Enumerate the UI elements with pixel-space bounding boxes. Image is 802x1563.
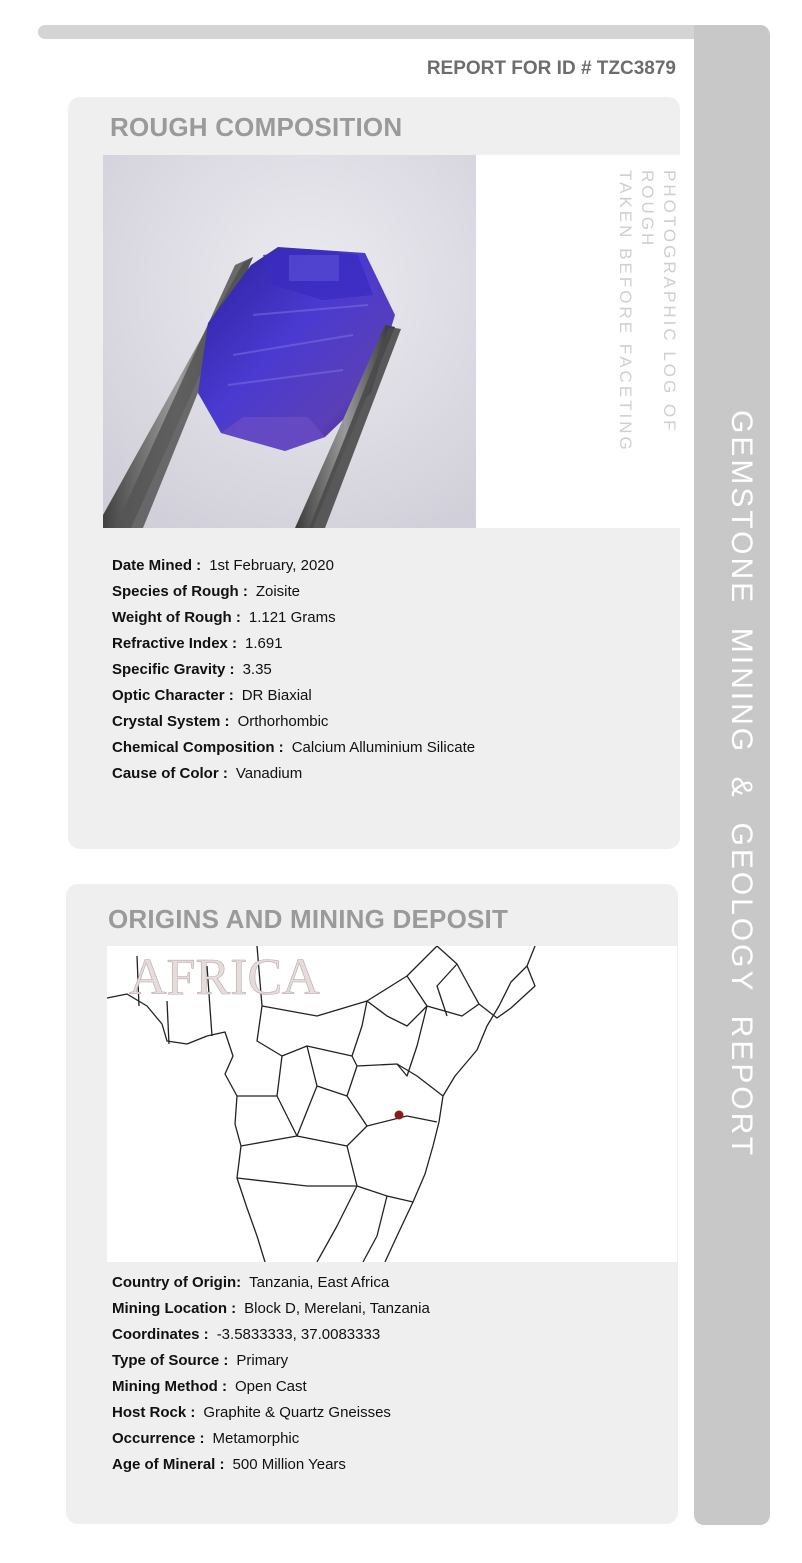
origin-detail-row (112, 1348, 430, 1374)
detail-label: Species of Rough : (112, 583, 248, 600)
detail-label: Occurrence : (112, 1430, 205, 1447)
detail-value: Vanadium (235, 765, 303, 782)
detail-value: Graphite & Quartz Gneisses (203, 1404, 391, 1421)
detail-label: Chemical Composition : (112, 739, 284, 756)
detail-label: Optic Character : (112, 687, 234, 704)
rough-gem-photo (103, 155, 476, 528)
africa-map (107, 946, 677, 1262)
mine-location-marker (395, 1111, 404, 1120)
detail-value: Zoisite (255, 583, 301, 600)
detail-value: 1st February, 2020 (209, 557, 334, 574)
detail-value: Primary (236, 1352, 289, 1369)
detail-label: Type of Source : (112, 1352, 229, 1369)
detail-label: Weight of Rough : (112, 609, 241, 626)
rough-detail-row (112, 761, 475, 787)
detail-value: -3.5833333, 37.0083333 (216, 1326, 381, 1343)
detail-value: Tanzania, East Africa (249, 1274, 390, 1291)
origin-detail-row (112, 1296, 430, 1322)
detail-label: Date Mined : (112, 557, 202, 574)
detail-value: Orthorhombic (237, 713, 329, 730)
detail-label: Cause of Color : (112, 765, 228, 782)
detail-value: Metamorphic (212, 1430, 300, 1447)
report-id: REPORT FOR ID # TZC3879 (426, 58, 676, 79)
map-africa-label: AFRICA (129, 949, 320, 1006)
detail-value: DR Biaxial (241, 687, 312, 704)
side-title: GEMSTONE MINING & GEOLOGY REPORT (725, 410, 758, 1159)
detail-label: Specific Gravity : (112, 661, 235, 678)
rough-detail-row (112, 631, 475, 657)
top-bar (38, 25, 768, 39)
detail-value: Calcium Alluminium Silicate (291, 739, 476, 756)
photo-log-line-1: PHOTOGRAPHIC LOG OF ROUGH (638, 170, 679, 434)
detail-label: Host Rock : (112, 1404, 196, 1421)
origins-title: ORIGINS AND MINING DEPOSIT (108, 904, 509, 934)
detail-value: 3.35 (242, 661, 272, 678)
detail-value: 1.121 Grams (248, 609, 336, 626)
rough-detail-row (112, 683, 475, 709)
map-image (107, 946, 677, 1262)
rough-details-list (112, 553, 475, 787)
detail-label: Mining Location : (112, 1300, 237, 1317)
origin-detail-row (112, 1270, 430, 1296)
detail-label: Age of Mineral : (112, 1456, 225, 1473)
origin-detail-row (112, 1452, 430, 1478)
rough-detail-row (112, 579, 475, 605)
origin-detail-row (112, 1374, 430, 1400)
detail-value: Block D, Merelani, Tanzania (244, 1300, 430, 1317)
detail-label: Refractive Index : (112, 635, 238, 652)
rough-detail-row (112, 709, 475, 735)
rough-detail-row (112, 735, 475, 761)
origin-detail-row (112, 1322, 430, 1348)
rough-detail-row (112, 657, 475, 683)
detail-value: 1.691 (245, 635, 283, 652)
photo-log-line-2: TAKEN BEFORE FACETING (616, 170, 635, 453)
rough-detail-row (112, 553, 475, 579)
detail-label: Coordinates : (112, 1326, 209, 1343)
rough-composition-title: ROUGH COMPOSITION (110, 112, 403, 142)
rough-detail-row (112, 605, 475, 631)
detail-label: Country of Origin: (112, 1274, 242, 1291)
detail-value: Open Cast (234, 1378, 307, 1395)
origin-details-list (112, 1270, 430, 1478)
origin-detail-row (112, 1400, 430, 1426)
photo-log-caption (616, 170, 680, 510)
detail-value: 500 Million Years (232, 1456, 346, 1473)
detail-label: Crystal System : (112, 713, 230, 730)
origin-detail-row (112, 1426, 430, 1452)
gemstone-image (103, 155, 476, 528)
detail-label: Mining Method : (112, 1378, 227, 1395)
